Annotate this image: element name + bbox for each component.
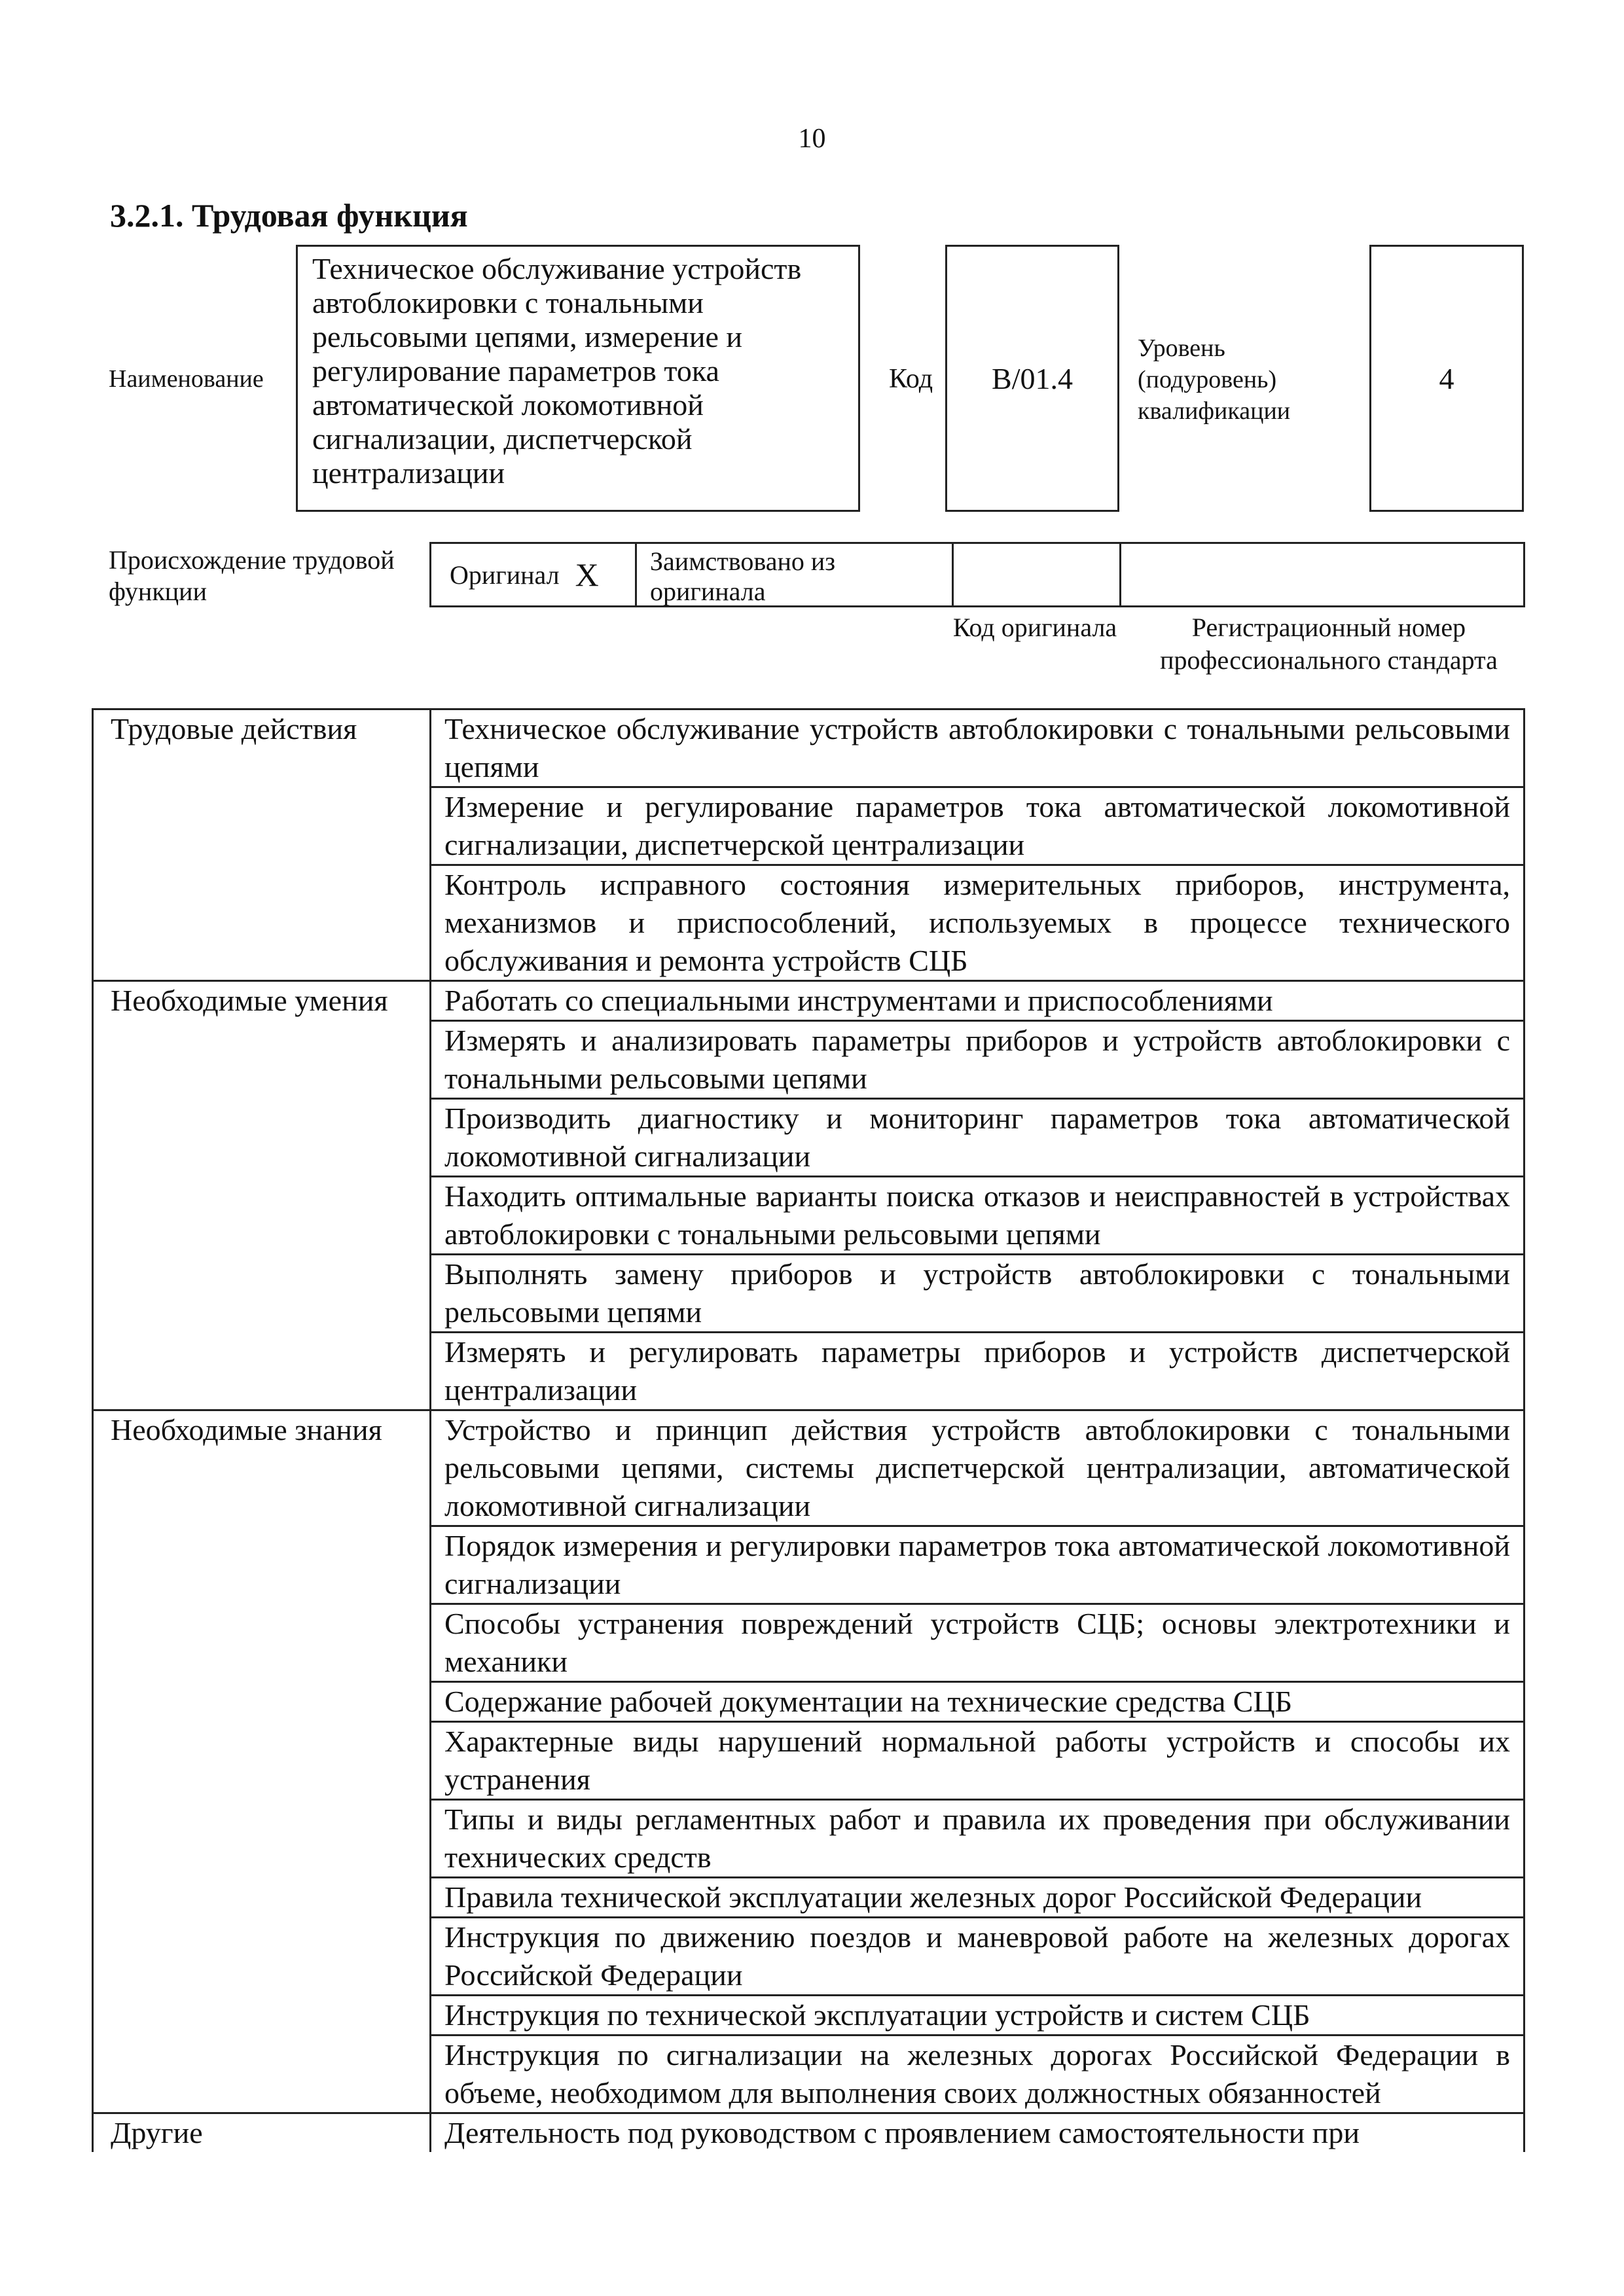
- knowledge-item: Содержание рабочей документации на технические средства СЦБ: [431, 1682, 1525, 1722]
- knowledge-item: Инструкция по технической эксплуатации устройств и систем СЦБ: [431, 1996, 1525, 2036]
- function-details-body: [93, 709, 1525, 2153]
- category-skills: Необходимые умения: [93, 981, 431, 1410]
- table-row: [93, 1410, 1525, 1526]
- code-value: B/01.4: [992, 361, 1073, 395]
- knowledge-item: Устройство и принцип действия устройств автоблокировки с тональными рельсовыми цепями, системы диспетчерской централизации, автоматической локомотивной сигнализации: [431, 1410, 1525, 1526]
- table-row: [93, 2113, 1525, 2153]
- code-box: [945, 245, 1119, 512]
- origin-row: [429, 542, 1525, 607]
- name-label: Наименование: [109, 365, 264, 393]
- table-row: [93, 981, 1525, 1021]
- origin-borrowed-label: Заимствовано из оригинала: [650, 547, 836, 606]
- skills-item: Измерять и регулировать параметры приборов и устройств диспетчерской централизации: [431, 1333, 1525, 1410]
- other-item: Деятельность под руководством с проявлением самостоятельности при: [431, 2113, 1525, 2153]
- function-name-value: Техническое обслуживание устройств автоблокировки с тональными рельсовыми цепями, измерение и регулирование параметров тока автоматической локомотивной сигнализации, диспетчерской централизации: [312, 252, 802, 490]
- origin-reg-cell: [1121, 544, 1523, 605]
- origin-original-label: Оригинал: [450, 560, 560, 590]
- labor-actions-item: Контроль исправного состояния измерительных приборов, инструмента, механизмов и приспособлений, используемых в процессе технического обслуживания и ремонта устройств СЦБ: [431, 865, 1525, 981]
- knowledge-item: Типы и виды регламентных работ и правила их проведения при обслуживании технических средств: [431, 1800, 1525, 1878]
- knowledge-item: Способы устранения повреждений устройств СЦБ; основы электротехники и механики: [431, 1604, 1525, 1682]
- labor-actions-item: Измерение и регулирование параметров тока автоматической локомотивной сигнализации, диспетчерской централизации: [431, 787, 1525, 865]
- skills-item: Находить оптимальные варианты поиска отказов и неисправностей в устройствах автоблокировки с тональными рельсовыми цепями: [431, 1177, 1525, 1255]
- knowledge-item: Порядок измерения и регулировки параметров тока автоматической локомотивной сигнализации: [431, 1526, 1525, 1604]
- knowledge-item: Характерные виды нарушений нормальной работы устройств и способы их устранения: [431, 1722, 1525, 1800]
- labor-actions-item: Техническое обслуживание устройств автоблокировки с тональными рельсовыми цепями: [431, 709, 1525, 787]
- origin-code-cell: [954, 544, 1121, 605]
- knowledge-item: Инструкция по движению поездов и маневровой работе на железных дорогах Российской Федерации: [431, 1918, 1525, 1996]
- category-knowledge: Необходимые знания: [93, 1410, 431, 2113]
- skills-item: Выполнять замену приборов и устройств автоблокировки с тональными рельсовыми цепями: [431, 1255, 1525, 1333]
- origin-original-cell: [431, 544, 637, 605]
- origin-borrowed-cell: [637, 544, 954, 605]
- page-number: 10: [798, 124, 826, 154]
- skills-item: Работать со специальными инструментами и приспособлениями: [431, 981, 1525, 1021]
- caption-reg-number: Регистрационный номер профессионального стандарта: [1160, 613, 1498, 675]
- category-labor-actions: Трудовые действия: [93, 709, 431, 981]
- code-label: Код: [889, 364, 933, 394]
- level-label: Уровень (подуровень) квалификации: [1138, 334, 1291, 425]
- origin-original-mark: X: [575, 556, 599, 593]
- level-value: 4: [1439, 361, 1454, 395]
- origin-label: Происхождение трудовой функции: [109, 545, 395, 606]
- knowledge-item: Инструкция по сигнализации на железных дорогах Российской Федерации в объеме, необходимом для выполнения своих должностных обязанностей: [431, 2036, 1525, 2113]
- function-name-box: [296, 245, 860, 512]
- skills-item: Измерять и анализировать параметры приборов и устройств автоблокировки с тональными рельсовыми цепями: [431, 1021, 1525, 1099]
- caption-code-original: Код оригинала: [952, 613, 1117, 642]
- section-title: 3.2.1. Трудовая функция: [110, 197, 468, 234]
- category-other: Другие: [93, 2113, 431, 2153]
- function-details-table: [92, 708, 1525, 2152]
- table-row: [93, 709, 1525, 787]
- skills-item: Производить диагностику и мониторинг параметров тока автоматической локомотивной сигнализации: [431, 1099, 1525, 1177]
- level-box: [1369, 245, 1524, 512]
- knowledge-item: Правила технической эксплуатации железных дорог Российской Федерации: [431, 1878, 1525, 1918]
